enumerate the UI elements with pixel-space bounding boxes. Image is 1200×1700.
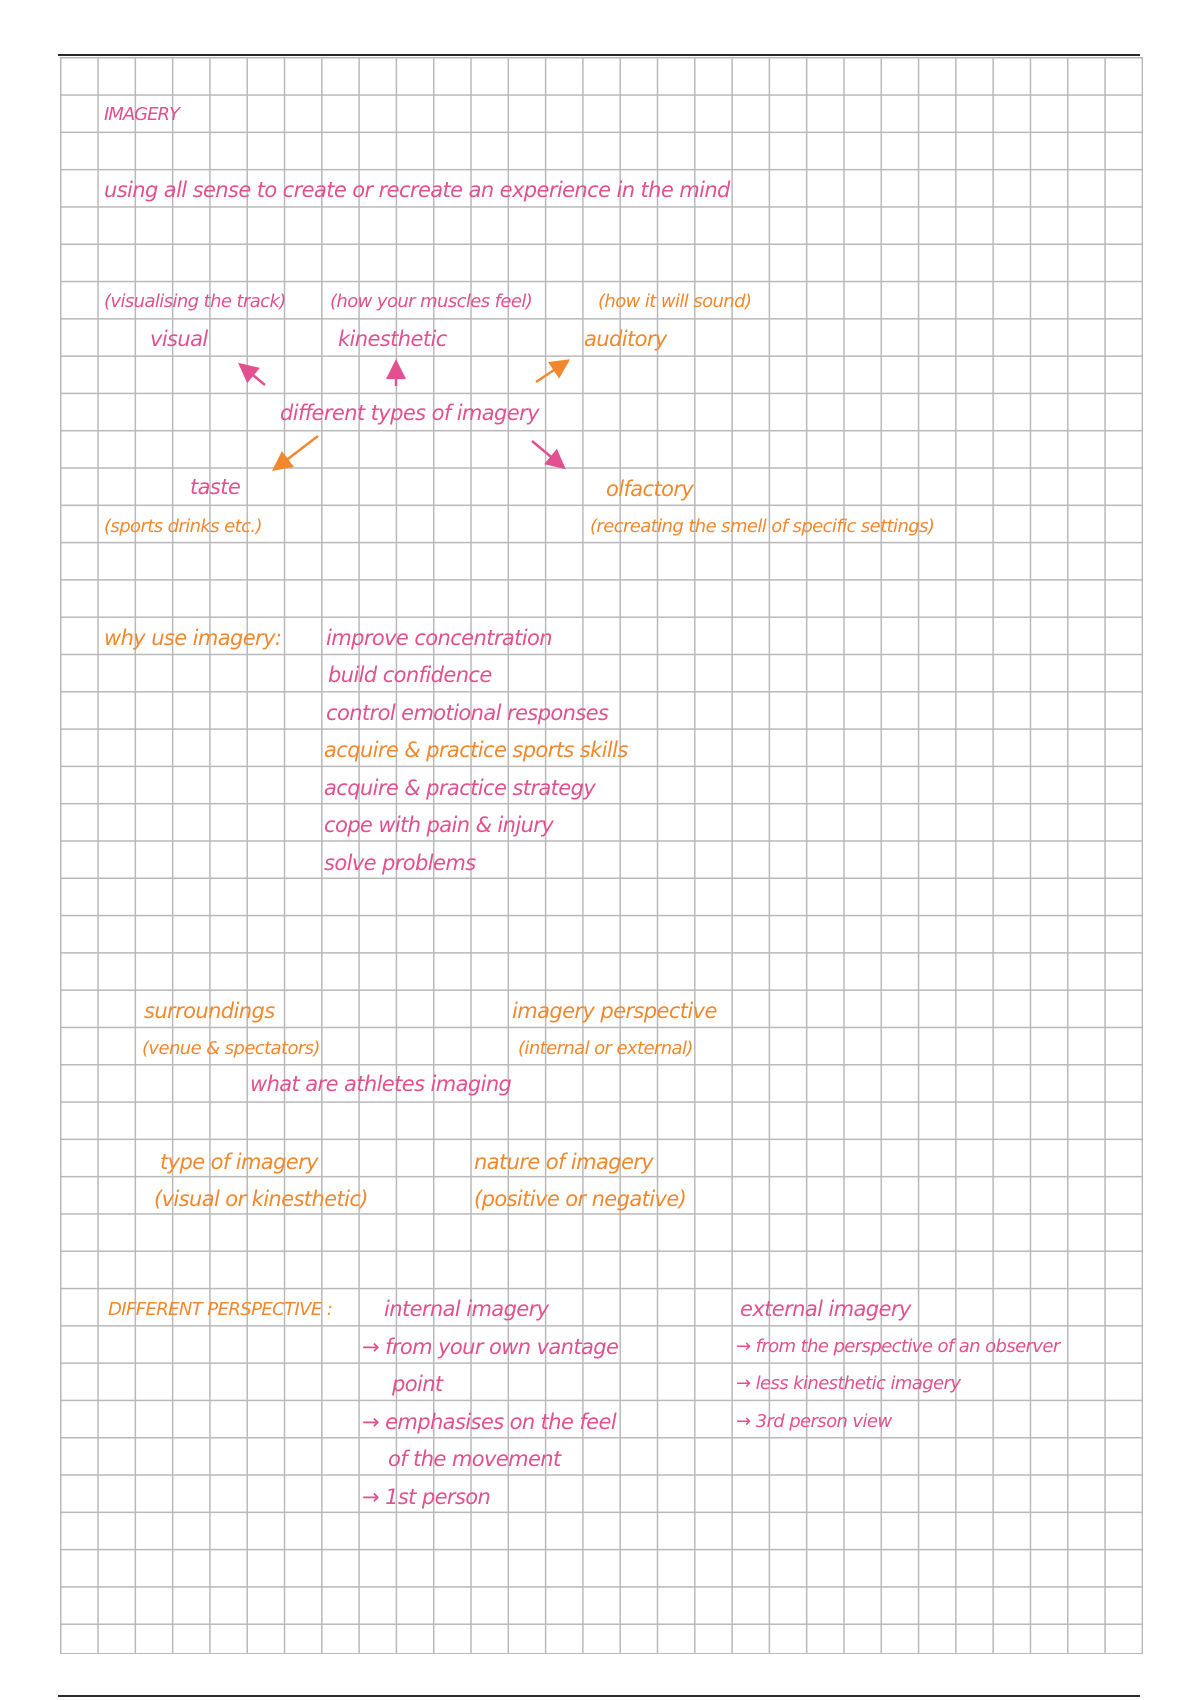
- internal-point: point: [392, 1372, 443, 1396]
- internal-title: internal imagery: [384, 1297, 549, 1321]
- external-title: external imagery: [740, 1297, 911, 1321]
- bottom-rule: [58, 1695, 1140, 1697]
- external-point: → 3rd person view: [736, 1411, 892, 1432]
- reason-item: build confidence: [328, 663, 492, 687]
- auditory-note: (how it will sound): [598, 291, 752, 312]
- reason-item: cope with pain & injury: [324, 813, 554, 837]
- reason-item: improve concentration: [326, 626, 552, 650]
- reason-item: solve problems: [324, 851, 476, 875]
- kinesthetic-label: kinesthetic: [338, 327, 447, 351]
- taste-label: taste: [190, 475, 241, 499]
- why-heading: why use imagery:: [104, 626, 282, 650]
- kinesthetic-note: (how your muscles feel): [330, 291, 533, 312]
- top-rule: [58, 54, 1140, 56]
- olfactory-note: (recreating the smell of specific settings): [590, 516, 935, 537]
- page-title: IMAGERY: [104, 104, 179, 125]
- nature-note: (positive or negative): [474, 1187, 687, 1211]
- definition-text: using all sense to create or recreate an experience in the mind: [104, 178, 730, 202]
- internal-point: → 1st person: [362, 1485, 491, 1509]
- perspectives-heading: DIFFERENT PERSPECTIVE :: [108, 1299, 333, 1320]
- surroundings-label: surroundings: [144, 999, 275, 1023]
- nature-label: nature of imagery: [474, 1150, 654, 1174]
- auditory-label: auditory: [584, 327, 667, 351]
- internal-point: → emphasises on the feel: [362, 1410, 617, 1434]
- reason-item: control emotional responses: [326, 701, 609, 725]
- perspective-note: (internal or external): [518, 1038, 693, 1059]
- type-note: (visual or kinesthetic): [154, 1187, 368, 1211]
- external-point: → from the perspective of an observer: [736, 1336, 1060, 1357]
- internal-point: → from your own vantage: [362, 1335, 619, 1359]
- type-label: type of imagery: [160, 1150, 318, 1174]
- imaging-center-label: what are athletes imaging: [250, 1072, 512, 1096]
- taste-note: (sports drinks etc.): [104, 516, 262, 537]
- types-center-label: different types of imagery: [280, 401, 539, 425]
- olfactory-label: olfactory: [606, 477, 694, 501]
- visual-label: visual: [150, 327, 208, 351]
- reason-item: acquire & practice strategy: [324, 776, 596, 800]
- external-point: → less kinesthetic imagery: [736, 1373, 961, 1394]
- surroundings-note: (venue & spectators): [142, 1038, 320, 1059]
- reason-item: acquire & practice sports skills: [324, 738, 628, 762]
- perspective-label: imagery perspective: [512, 999, 717, 1023]
- visual-note: (visualising the track): [104, 291, 286, 312]
- internal-point: of the movement: [388, 1447, 561, 1471]
